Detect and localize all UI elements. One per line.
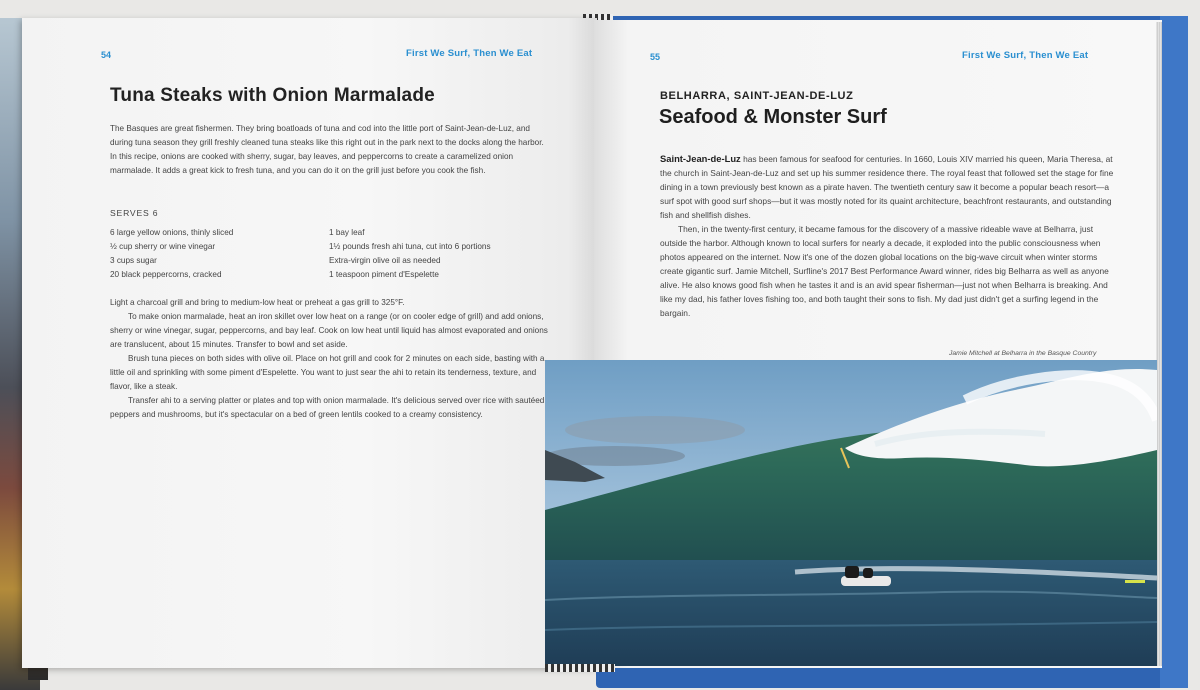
running-head: First We Surf, Then We Eat xyxy=(962,50,1089,61)
method-step: To make onion marmalade, heat an iron skillet over low heat on a range (or on cooler edge of grill) and add onions, sherry or wine vinegar, sugar, peppercorns, and bay leaf. Cook on low heat until liquid has almost evaporated and onions are translucent, about 15 minutes. Transfer to bowl and set aside. xyxy=(110,312,548,349)
recipe-title: Tuna Steaks with Onion Marmalade xyxy=(110,85,435,106)
ingredient-item: 20 black peppercorns, cracked xyxy=(110,270,222,279)
book-cover-edge xyxy=(1160,16,1188,688)
article-paragraph: Then, in the twenty-first century, it became famous for the discovery of a massive rideable wave at Belharra, just outside the harbor. Although known to local surfers for nearly a decade, it exploded into the public consciousness when photos appeared on the internet. Now it's one of the dozen global locations on the big-wave circuit when winter storms create gigantic surf. Jamie Mitchell, Surfline's 2017 Best Performance Award winner, rides big Belharra as well as anyone alive. He also knows good fish when he tastes it and is an avid spear fisherman—just not when Belharra is breaking. And like my dad, his father loves fishing too, and both taught their sons to fish. My dad just didn't get a surfing legend in the bargain. xyxy=(660,224,1109,318)
ingredients-column-2 xyxy=(329,226,559,282)
ingredients-column-1 xyxy=(110,226,325,282)
recipe-method xyxy=(110,296,552,422)
book-spine-bottom xyxy=(545,664,615,672)
article-title: Seafood & Monster Surf xyxy=(659,106,887,128)
ingredient-item: 6 large yellow onions, thinly sliced xyxy=(110,228,234,237)
serves-label: SERVES 6 xyxy=(110,208,159,218)
ingredient-item: ½ cup sherry or wine vinegar xyxy=(110,242,216,251)
left-page xyxy=(22,18,597,668)
method-step: Brush tuna pieces on both sides with olive oil. Place on hot grill and cook for 2 minutes on each side, basting with a little oil and sprinkling with some piment d'Espelette. You want to just sear the ahi to retain its tenderness, texture, and flavor, like a steak. xyxy=(110,354,545,391)
ingredient-item: Extra-virgin olive oil as needed xyxy=(329,256,441,265)
article-paragraph xyxy=(660,152,1116,222)
surf-photo xyxy=(545,360,1157,666)
method-step: Light a charcoal grill and bring to medium-low heat or preheat a gas grill to 325°F. xyxy=(110,298,405,307)
running-head: First We Surf, Then We Eat xyxy=(406,48,533,59)
ingredient-item: 1 bay leaf xyxy=(329,228,365,237)
article-kicker: BELHARRA, SAINT-JEAN-DE-LUZ xyxy=(660,90,854,102)
lead-in: Saint-Jean-de-Luz xyxy=(660,153,741,164)
ingredient-item: 1 teaspoon piment d'Espelette xyxy=(329,270,439,279)
ingredient-item: 3 cups sugar xyxy=(110,256,157,265)
method-step: Transfer ahi to a serving platter or plates and top with onion marmalade. It's delicious served over rice with sautéed peppers and mushrooms, but it's spectacular on a bed of green lentils cooked to a creamy consistency. xyxy=(110,396,545,419)
ingredient-item: 1½ pounds fresh ahi tuna, cut into 6 portions xyxy=(329,242,491,251)
page-number: 55 xyxy=(650,52,661,62)
article-body xyxy=(660,152,1116,320)
big-wave-image xyxy=(545,360,1157,666)
page-number: 54 xyxy=(101,50,112,60)
recipe-intro: The Basques are great fishermen. They bring boatloads of tuna and cod into the little port of Saint-Jean-de-Luz, and during tuna season they grill freshly cleaned tuna steaks like this right out in the park next to the docks along the harbor. In this recipe, onions are cooked with sherry, sugar, bay leaves, and peppercorns to create a caramelized onion marmalade. It adds a great kick to fresh tuna, and you can do it on the grill just before you cook the fish. xyxy=(110,124,544,175)
paragraph-text: has been famous for seafood for centuries. In 1660, Louis XIV married his queen, Maria Theresa, at the church in Saint-Jean-de-Luz and set up his summer residence there. The royal feast that followed set the stage for fine dining in a town previously best known as a pirate haven. The twentieth century saw it become a popular beach resort—a surf spot with good surf shops—but it was mostly noted for its quaint architecture, beachfront restaurants, and outstanding fish and shellfish dishes. xyxy=(660,154,1114,220)
photo-caption: Jamie Mitchell at Belharra in the Basque Country xyxy=(949,350,1097,357)
